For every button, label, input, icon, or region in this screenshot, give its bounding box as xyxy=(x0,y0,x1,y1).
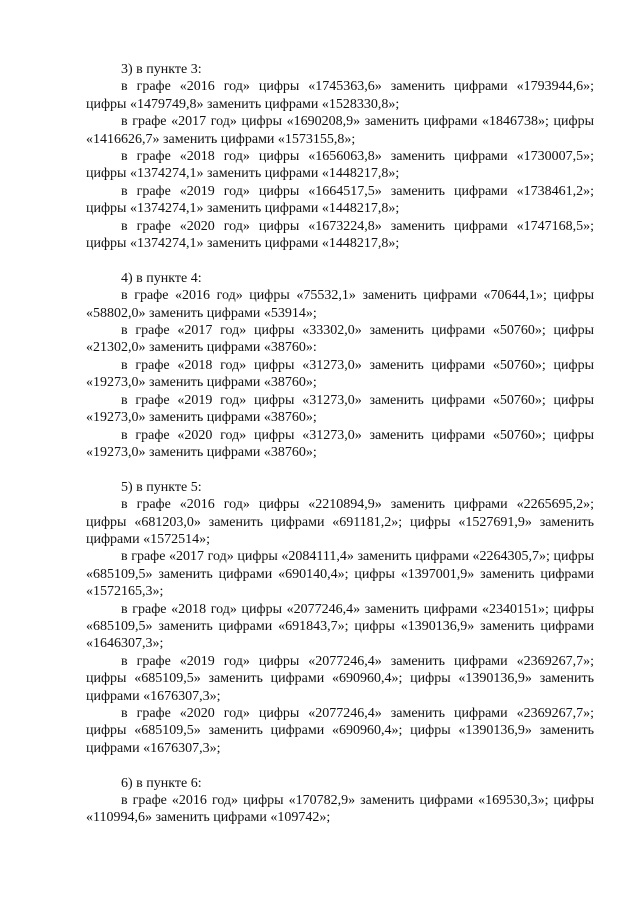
section-item-3 xyxy=(86,61,594,252)
amendment-paragraph: в графе «2018 год» цифры «1656063,8» заменить цифрами «1730007,5»; цифры «1374274,1» заменить цифрами «1448217,8»; xyxy=(86,149,594,182)
section-heading: 6) в пункте 6: xyxy=(121,775,202,791)
amendment-paragraph: в графе «2019 год» цифры «31273,0» заменить цифрами «50760»; цифры «19273,0» заменить цифрами «38760»; xyxy=(86,392,594,426)
amendment-paragraph: в графе «2020 год» цифры «31273,0» заменить цифрами «50760»; цифры «19273,0» заменить цифрами «38760»; xyxy=(86,427,594,460)
amendment-paragraph: в графе «2017 год» цифры «33302,0» заменить цифрами «50760»; цифры «21302,0» заменить цифрами «38760»: xyxy=(86,323,594,356)
amendment-paragraph: в графе «2019 год» цифры «2077246,4» заменить цифрами «2369267,7»; цифры «685109,5» заменить цифрами «690960,4»; цифры «1390136,9» заменить цифрами «1676307,3»; xyxy=(86,653,594,704)
amendment-paragraph: в графе «2016 год» цифры «2210894,9» заменить цифрами «2265695,2»; цифры «681203,0» заменить цифрами «691181,2»; цифры «1527691,9» заменить цифрами «1572514»; xyxy=(86,497,594,547)
amendment-paragraph: в графе «2019 год» цифры «1664517,5» заменить цифрами «1738461,2»; цифры «1374274,1» заменить цифрами «1448217,8»; xyxy=(86,183,594,217)
amendment-paragraph: в графе «2018 год» цифры «31273,0» заменить цифрами «50760»; цифры «19273,0» заменить цифрами «38760»; xyxy=(86,357,594,391)
amendment-paragraph: в графе «2016 год» цифры «75532,1» заменить цифрами «70644,1»; цифры «58802,0» заменить цифрами «53914»; xyxy=(86,288,594,321)
amendment-paragraph: в графе «2018 год» цифры «2077246,4» заменить цифрами «2340151»; цифры «685109,5» заменить цифрами «691843,7»; цифры «1390136,9» заменить цифрами «1646307,3»; xyxy=(86,601,594,652)
section-heading: 4) в пункте 4: xyxy=(121,270,202,286)
amendment-paragraph: в графе «2020 год» цифры «1673224,8» заменить цифрами «1747168,5»; цифры «1374274,1» заменить цифрами «1448217,8»; xyxy=(86,218,594,252)
amendment-paragraph: в графе «2016 год» цифры «1745363,6» заменить цифрами «1793944,6»; цифры «1479749,8» заменить цифрами «1528330,8»; xyxy=(86,79,594,112)
amendment-paragraph: в графе «2016 год» цифры «170782,9» заменить цифрами «169530,3»; цифры «110994,6» заменить цифрами «109742»; xyxy=(86,793,594,826)
section-heading: 3) в пункте 3: xyxy=(121,62,202,77)
section-item-4 xyxy=(86,270,594,461)
amendment-paragraph: в графе «2020 год» цифры «2077246,4» заменить цифрами «2369267,7»; цифры «685109,5» заменить цифрами «690960,4»; цифры «1390136,9» заменить цифрами «1676307,3»; xyxy=(86,706,594,756)
amendment-paragraph: в графе «2017 год» цифры «1690208,9» заменить цифрами «1846738»; цифры «1416626,7» заменить цифрами «1573155,8»; xyxy=(86,114,594,147)
section-item-5 xyxy=(86,479,594,758)
section-heading: 5) в пункте 5: xyxy=(121,479,202,495)
section-item-6 xyxy=(86,775,594,827)
amendment-paragraph: в графе «2017 год» цифры «2084111,4» заменить цифрами «2264305,7»; цифры «685109,5» заменить цифрами «690140,4»; цифры «1397001,9» заменить цифрами «1572165,3»; xyxy=(86,549,594,600)
